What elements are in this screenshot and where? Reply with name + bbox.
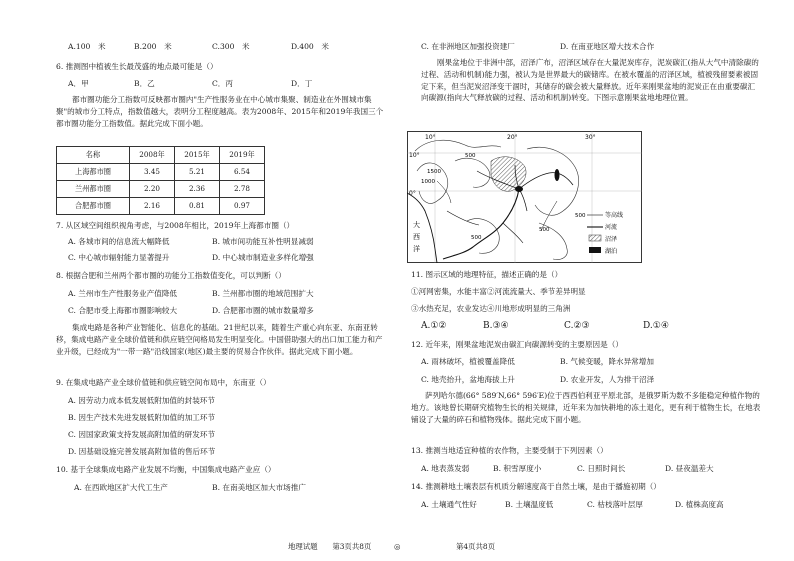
legend-contour-value: 500 [575,213,586,219]
q9-option-a[interactable]: A. 因劳动力成本低发展低附加值的封装环节 [68,396,215,405]
table-row [57,164,265,181]
table-cell: 兰州都市圈 [57,181,130,198]
intro-paragraph-3: 刚果盆地位于非洲中部，沼泽广布，沼泽区域存在大量泥炭库存，泥炭碳汇(指从大气中清除碳的过程、活动和机制)能力强，被认为是世界最大的碳储库。在被水覆盖的沼泽区域，植被残留要素被固定下来，但当泥炭沼泽变干涸时，其储存的碳会被大量释放。近年来刚果盆地的泥炭正在由重要碳汇向碳源(指向大气释放碳的过程、活动和机制)转变。下图示意刚果盆地地理位置。 [421,58,759,103]
q6-option-b[interactable]: B．乙 [134,79,155,88]
q7-stem: 7. 从区域空间组织视角考虑，与2008年相比，2019年上海都市圈（） [56,221,295,230]
contour-label: 500 [471,235,482,241]
lon-label: 10° [425,134,436,141]
table-cell: 5.21 [175,164,220,181]
q13-option-d[interactable]: D. 昼夜温差大 [665,464,714,473]
q14-option-b[interactable]: B. 土壤温度低 [505,500,554,509]
table-row [57,198,265,215]
q5-option-d[interactable]: D.400 米 [291,42,329,51]
footer-right: 第4页共8页 [456,542,495,551]
q11-item-2: ③水热充足，农业发达④川地形成明显的三角洲 [411,304,571,313]
table-cell: 上海都市圈 [57,164,130,181]
q7-option-c[interactable]: C. 中心城市辐射能力显著提升 [68,253,170,262]
q14-option-c[interactable]: C. 枯枝落叶层厚 [587,500,643,509]
table-cell: 6.54 [220,164,265,181]
q9-option-c[interactable]: C. 因国家政策支持发展高附加值的研发环节 [68,430,216,439]
contour-label: 500 [539,227,550,233]
q11-option-c[interactable]: C.②③ [564,321,590,331]
intro-paragraph-1: 都市圈功能分工指数可反映都市圈内"生产性服务业在中心城市集聚、制造业在外围城市集聚"的城市分工特点，指数值越大，表明分工程度越高。表为2008年、2015年和2019年我国三个都市圈功能分工指数值。据此完成下面小题。 [56,95,384,128]
q6-option-a[interactable]: A．甲 [68,79,89,88]
q5-option-a[interactable]: A.100 米 [68,42,106,51]
q6-option-d[interactable]: D．丁 [291,79,313,88]
q10-option-b[interactable]: B. 在南美地区加大市场推广 [212,483,306,492]
q14-option-d[interactable]: D. 植株高度高 [675,500,724,509]
q12-option-b[interactable]: B. 气候变暖，降水异常增加 [560,357,654,366]
q8-option-a[interactable]: A. 兰州市生产性服务业产值降低 [68,289,178,298]
q6-option-c[interactable]: C．丙 [212,79,233,88]
intro-paragraph-2: 集成电路是各种产业智能化、信息化的基础。21世纪以来，随着生产重心向东亚、东南亚转移，集成电路产业全球价值链和供应链空间格局发生明显变化。中国借助强大的出口加工能力和产业升级，已经成为"一带一路"沿线国家(地区)最主要的贸易合作伙伴。据此完成下面小题。 [56,323,383,356]
q10-option-c[interactable]: C. 在非洲地区加强投资建厂 [421,42,515,51]
ocean-label: 洋 [413,245,420,253]
table-cell: 0.81 [175,198,220,215]
q13-stem: 13. 推测当地适宜种植的农作物，主要受制于下列因素（） [411,446,608,455]
q12-stem: 12. 近年来，刚果盆地泥炭由碳汇向碳源转变的主要原因是（） [411,340,623,349]
q14-stem: 14. 推测耕地土壤表层有机质分解速度高于自然土壤，是由于播施初期（） [411,482,661,491]
q8-option-d[interactable]: D. 合肥都市圈的城市数量增多 [212,306,314,315]
table-cell: 合肥都市圈 [57,198,130,215]
function-index-table [56,146,265,215]
table-header: 2019年 [220,147,265,164]
q7-option-b[interactable]: B. 城市间功能互补性明显减弱 [212,237,314,246]
lon-label: 30° [585,134,596,141]
table-cell: 2.36 [175,181,220,198]
footer-left: 地理试题 第3页共8页 [288,542,372,551]
q8-option-b[interactable]: B. 兰州都市圈的地域范围扩大 [212,289,314,298]
legend-lake: 湖泊 [605,248,618,255]
congo-basin-map [407,131,642,263]
legend-river: 河流 [605,224,618,231]
table-cell: 2.16 [130,198,175,215]
q8-stem: 8. 根据合肥和兰州两个都市圈的功能分工指数值变化，可以判断（） [56,271,286,280]
lat-label: 10° [409,152,420,159]
center-mark: ◎ [394,542,401,551]
q11-stem: 11. 图示区域的地理特征，描述正确的是（） [411,270,563,279]
q11-option-b[interactable]: B.③④ [483,321,509,331]
q8-option-c[interactable]: C. 合肥市受上海都市圈影响较大 [68,306,178,315]
q9-stem: 9. 在集成电路产业全球价值链和供应链空间布局中，东南亚（） [56,378,271,387]
q5-option-c[interactable]: C.300 米 [212,42,250,51]
table-cell: 2.78 [220,181,265,198]
q7-option-d[interactable]: D. 中心城市制造业多样化增强 [212,253,314,262]
table-row [57,181,265,198]
table-header: 2008年 [130,147,175,164]
q14-option-a[interactable]: A. 土壤通气性好 [421,500,477,509]
q6-stem: 6. 推测图中植被生长最茂盛的地点最可能是（） [56,62,218,71]
table-cell: 2.20 [130,181,175,198]
q5-option-b[interactable]: B.200 米 [134,42,172,51]
legend-swamp: 沼泽 [605,236,618,243]
q7-option-a[interactable]: A. 各城市间的信息流大幅降低 [68,237,170,246]
contour-label: 1000 [421,179,435,185]
table-cell: 0.97 [220,198,265,215]
q10-stem: 10. 基于全球集成电路产业发展不均衡，中国集成电路产业应（） [56,465,276,474]
contour-label: 500 [465,153,476,159]
q11-item-1: ①河网密集，水能丰富②河流流量大、季节差异明显 [411,287,586,296]
legend-contour: 等高线 [605,212,624,219]
table-header: 名称 [57,147,130,164]
q9-option-d[interactable]: D. 因基础设施完善发展高附加值的售后环节 [68,447,216,456]
q11-option-a[interactable]: A.①② [421,321,447,331]
q13-option-c[interactable]: C. 日照时间长 [577,464,626,473]
table-header: 2015年 [175,147,220,164]
ocean-label: 西 [413,233,420,241]
q10-option-a[interactable]: A. 在西欧地区扩大代工生产 [74,483,168,492]
intro-paragraph-4: 萨列哈尔德(66° 589′N,66° 596′E)位于西西伯利亚平原北部，是俄罗斯为数不多能稳定种植作物的地方。该地曾长期研究植物生长的相关规律，近年来为加快耕地的冻土退化，更有利于植物生长，在地表铺设了大量的碎石和植物残体。据此完成下面小题。 [411,391,761,424]
lat-label: 0° [409,190,416,197]
q9-option-b[interactable]: B. 因生产技术先进发展低附加值的加工环节 [68,413,216,422]
table-cell: 3.45 [130,164,175,181]
lon-label: 20° [507,134,518,141]
q12-option-a[interactable]: A. 雨林破坏，植被覆盖降低 [421,357,515,366]
contour-label: 1500 [427,169,441,175]
q13-option-b[interactable]: B. 积雪厚度小 [493,464,542,473]
q13-option-a[interactable]: A. 地表蒸发弱 [421,464,470,473]
ocean-label: 大 [413,221,420,229]
q12-option-c[interactable]: C. 地壳抬升，盆地海拔上升 [421,375,515,384]
q12-option-d[interactable]: D. 农业开发，人为排干沼泽 [560,375,655,384]
q11-option-d[interactable]: D.①④ [643,321,669,331]
q10-option-d[interactable]: D. 在南亚地区增大技术合作 [560,42,655,51]
